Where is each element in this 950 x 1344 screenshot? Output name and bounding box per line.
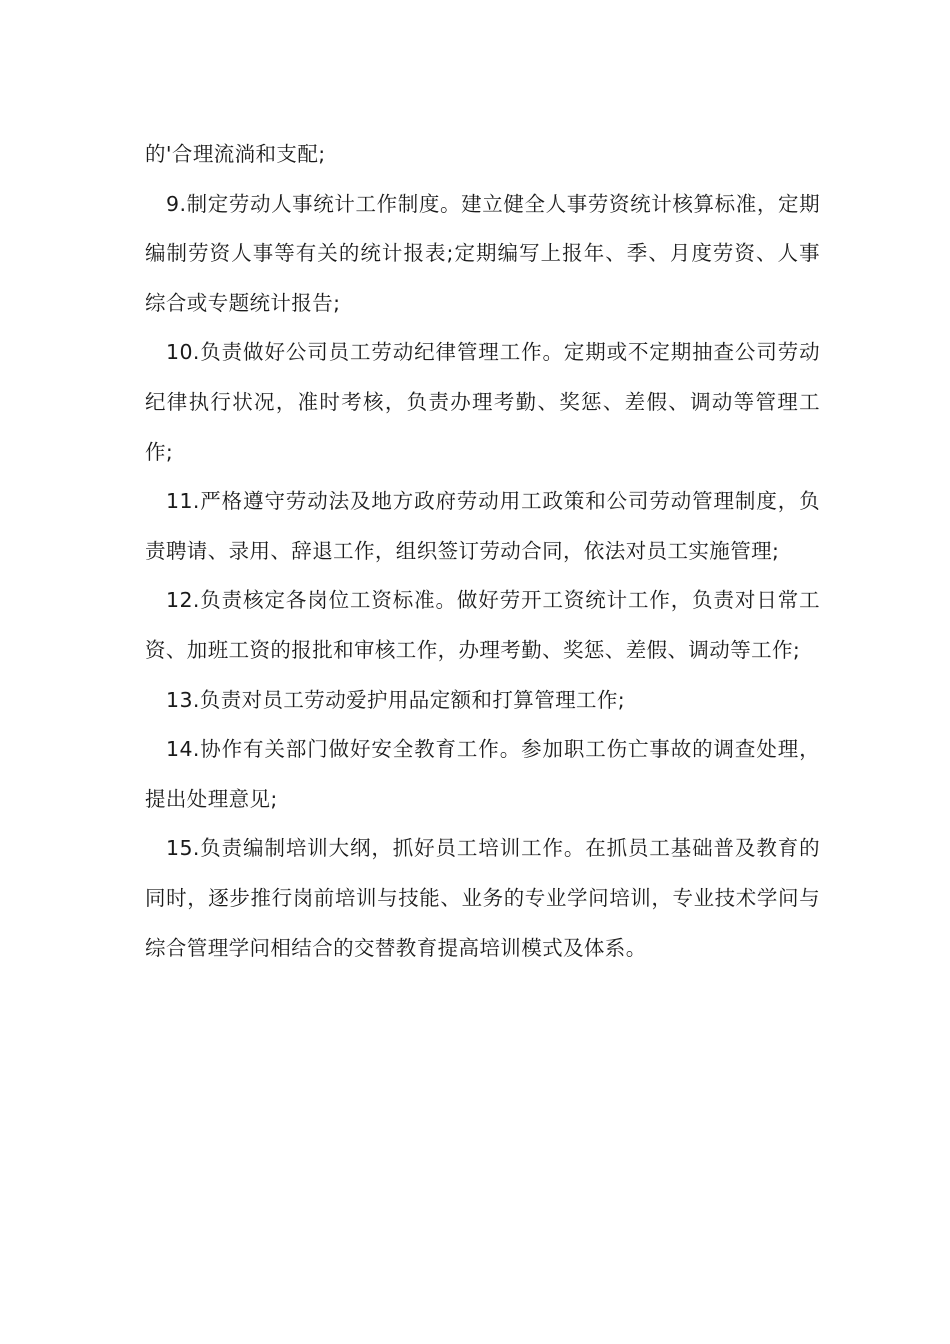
paragraph-item-13: 13.负责对员工劳动爱护用品定额和打算管理工作; — [166, 687, 626, 712]
paragraph-item-14: 14.协作有关部门做好安全教育工作。参加职工伤亡事故的调查处理，提出处理意见; — [145, 737, 820, 811]
paragraph-item-9: 9.制定劳动人事统计工作制度。建立健全人事劳资统计核算标准，定期编制劳资人事等有关的统计报表;定期编写上报年、季、月度劳资、人事综合或专题统计报告; — [145, 191, 820, 315]
paragraph-item-11: 11.严格遵守劳动法及地方政府劳动用工政策和公司劳动管理制度，负责聘请、录用、辞退工作，组织签订劳动合同，依法对员工实施管理; — [145, 489, 820, 563]
paragraph-item-10: 10.负责做好公司员工劳动纪律管理工作。定期或不定期抽查公司劳动纪律执行状况，准时考核，负责办理考勤、奖惩、差假、调动等管理工作; — [145, 340, 820, 464]
paragraph-item-12: 12.负责核定各岗位工资标准。做好劳开工资统计工作，负责对日常工资、加班工资的报批和审核工作，办理考勤、奖惩、差假、调动等工作; — [145, 588, 820, 662]
paragraph-continuation: 的'合理流淌和支配; — [145, 142, 326, 166]
paragraph-item-15: 15.负责编制培训大纲，抓好员工培训工作。在抓员工基础普及教育的同时，逐步推行岗前培训与技能、业务的专业学问培训，专业技术学问与综合管理学问相结合的交替教育提高培训模式及体系。 — [145, 836, 820, 960]
document-body — [145, 130, 820, 973]
